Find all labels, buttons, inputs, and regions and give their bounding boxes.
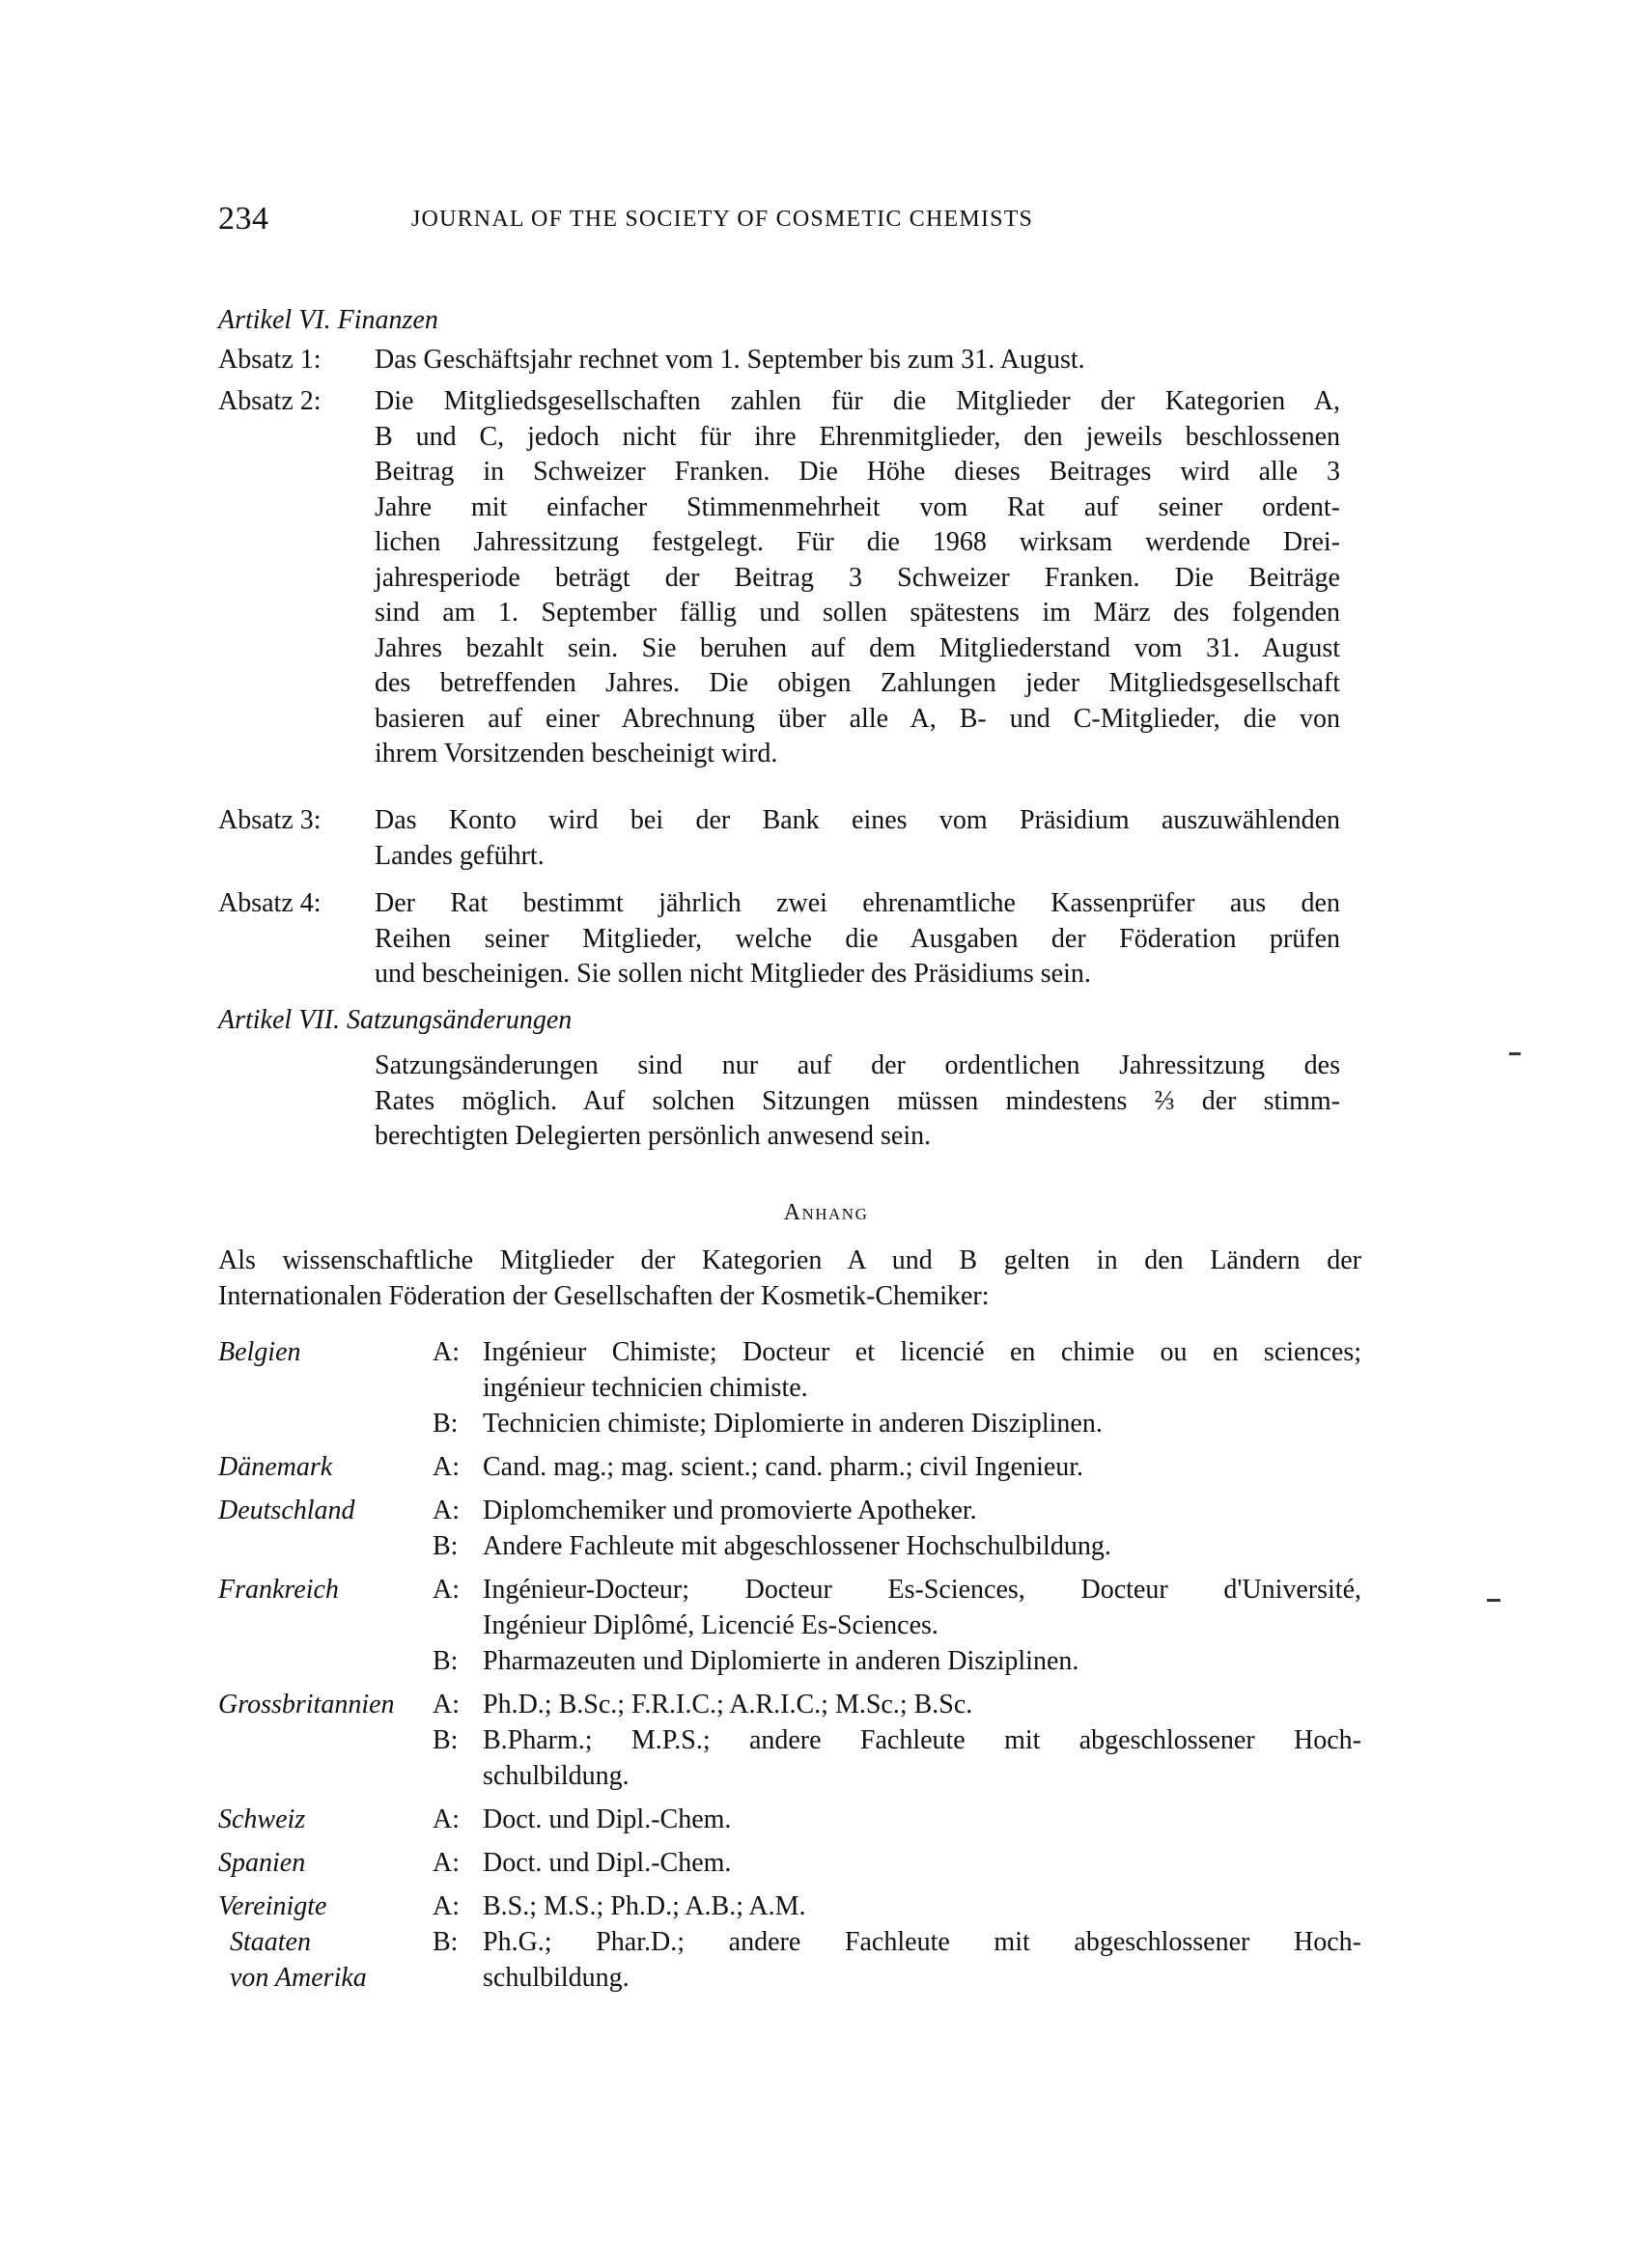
anhang-title: Anhang — [783, 1200, 869, 1225]
text-line: B.Pharm.; M.P.S.; andere Fachleute mit abgeschlossener Hoch- — [483, 1725, 1361, 1755]
margin-mark — [1509, 1052, 1521, 1055]
country-row — [218, 1572, 1377, 1679]
absatz-label: Absatz 2: — [218, 386, 322, 416]
row-gap — [218, 1794, 1377, 1802]
qualification-text — [483, 1924, 1361, 1996]
qualification-entry — [433, 1802, 1377, 1837]
qualification-text — [483, 1528, 1361, 1564]
qualification-text — [483, 1643, 1361, 1679]
qualification-entry — [433, 1334, 1377, 1406]
row-gap — [218, 1679, 1377, 1687]
category-label: A: — [433, 1452, 460, 1482]
country-row — [218, 1888, 1377, 1996]
text-line: B und C, jedoch nicht für ihre Ehrenmitglieder, den jeweils beschlossenen — [375, 421, 1340, 452]
row-gap — [218, 1881, 1377, 1888]
country-name-line: Dänemark — [218, 1452, 333, 1482]
category-label: A: — [433, 1496, 460, 1525]
absatz-label: Absatz 1: — [218, 345, 322, 375]
text-line: Ingénieur Chimiste; Docteur et licencié en chimie ou en sciences; — [483, 1337, 1361, 1367]
absatz-body — [375, 343, 1340, 378]
text-line: B.S.; M.S.; Ph.D.; A.B.; A.M. — [483, 1891, 806, 1921]
qualification-entries — [433, 1888, 1377, 1996]
qualification-entry — [433, 1406, 1377, 1441]
text-line: ingénieur technicien chimiste. — [483, 1373, 808, 1403]
qualification-entry — [433, 1493, 1377, 1528]
country-name — [218, 1845, 431, 1881]
text-line: Das Konto wird bei der Bank eines vom Präsidium auszuwählenden — [375, 805, 1340, 835]
country-name — [218, 1334, 431, 1370]
text-line: Ph.D.; B.Sc.; F.R.I.C.; A.R.I.C.; M.Sc.; B.Sc. — [483, 1690, 973, 1720]
qualification-entries — [433, 1802, 1377, 1837]
country-row — [218, 1687, 1377, 1794]
category-label: B: — [433, 1531, 459, 1561]
country-name — [218, 1572, 431, 1608]
qualification-text — [483, 1406, 1361, 1441]
text-line: Doct. und Dipl.-Chem. — [483, 1804, 732, 1834]
running-head: JOURNAL OF THE SOCIETY OF COSMETIC CHEMISTS — [411, 207, 1034, 232]
qualification-entry — [433, 1924, 1377, 1996]
category-label: B: — [433, 1927, 459, 1957]
absatz-body — [375, 803, 1340, 874]
category-label: A: — [433, 1690, 460, 1720]
country-list — [218, 1334, 1377, 2003]
category-label: B: — [433, 1725, 459, 1755]
text-line: Ph.G.; Phar.D.; andere Fachleute mit abgeschlossener Hoch- — [483, 1927, 1361, 1957]
text-line: Der Rat bestimmt jährlich zwei ehrenamtliche Kassenprüfer aus den — [375, 888, 1340, 918]
country-name — [218, 1888, 431, 1996]
qualification-text — [483, 1493, 1361, 1528]
country-row — [218, 1449, 1377, 1485]
country-name-line: Schweiz — [218, 1804, 306, 1834]
text-line: Diplomchemiker und promovierte Apotheker. — [483, 1496, 977, 1525]
text-line: Reihen seiner Mitglieder, welche die Ausgaben der Föderation prüfen — [375, 923, 1340, 954]
text-line: Als wissenschaftliche Mitglieder der Kategorien A und B gelten in den Ländern der — [218, 1245, 1361, 1275]
qualification-text — [483, 1687, 1361, 1722]
text-line: Das Geschäftsjahr rechnet vom 1. September bis zum 31. August. — [375, 345, 1085, 375]
text-line: und bescheinigen. Sie sollen nicht Mitglieder des Präsidiums sein. — [375, 959, 1091, 989]
qualification-entry — [433, 1643, 1377, 1679]
category-label: A: — [433, 1575, 460, 1605]
country-name — [218, 1802, 431, 1837]
country-name — [218, 1493, 431, 1528]
qualification-entry — [433, 1449, 1377, 1485]
article-6-title: Artikel VI. Finanzen — [218, 305, 438, 335]
text-line: Ingénieur Diplômé, Licencié Es-Sciences. — [483, 1610, 938, 1640]
row-gap — [218, 1441, 1377, 1449]
qualification-entry — [433, 1845, 1377, 1881]
text-line: Ingénieur-Docteur; Docteur Es-Sciences, Docteur d'Université, — [483, 1575, 1361, 1605]
qualification-entry — [433, 1687, 1377, 1722]
country-name — [218, 1687, 431, 1722]
qualification-text — [483, 1572, 1361, 1643]
article-7-body — [375, 1049, 1340, 1155]
row-gap — [218, 1996, 1377, 2003]
text-line: Jahres bezahlt sein. Sie beruhen auf dem Mitgliederstand vom 31. August — [375, 632, 1340, 663]
category-label: A: — [433, 1804, 460, 1834]
margin-mark — [1487, 1599, 1500, 1602]
article-7-title: Artikel VII. Satzungsänderungen — [218, 1005, 573, 1035]
text-line: Doct. und Dipl.-Chem. — [483, 1848, 732, 1878]
category-label: A: — [433, 1337, 460, 1367]
text-line: Satzungsänderungen sind nur auf der ordentlichen Jahressitzung des — [375, 1050, 1340, 1080]
country-name-line: Vereinigte — [218, 1891, 327, 1921]
text-line: Cand. mag.; mag. scient.; cand. pharm.; civil Ingenieur. — [483, 1452, 1084, 1482]
row-gap — [218, 1837, 1377, 1845]
qualification-text — [483, 1722, 1361, 1794]
country-row — [218, 1802, 1377, 1837]
country-name-line: Deutschland — [218, 1496, 355, 1525]
qualification-entry — [433, 1722, 1377, 1794]
qualification-entries — [433, 1845, 1377, 1881]
category-label: B: — [433, 1646, 459, 1676]
country-name-line: Spanien — [218, 1848, 306, 1878]
text-line: basieren auf einer Abrechnung über alle A, B- und C-Mitglieder, die von — [375, 703, 1340, 734]
country-name-line: Frankreich — [218, 1575, 339, 1605]
absatz-label: Absatz 3: — [218, 805, 322, 835]
qualification-entries — [433, 1687, 1377, 1794]
absatz-label: Absatz 4: — [218, 888, 322, 918]
country-row — [218, 1334, 1377, 1441]
anhang-intro — [218, 1243, 1361, 1314]
text-line: Pharmazeuten und Diplomierte in anderen Disziplinen. — [483, 1646, 1079, 1676]
text-line: jahresperiode beträgt der Beitrag 3 Schweizer Franken. Die Beiträge — [375, 562, 1340, 593]
qualification-text — [483, 1334, 1361, 1406]
qualification-text — [483, 1845, 1361, 1881]
country-name-line: Belgien — [218, 1337, 301, 1367]
text-line: Die Mitgliedsgesellschaften zahlen für die Mitglieder der Kategorien A, — [375, 386, 1340, 416]
country-row — [218, 1493, 1377, 1564]
qualification-entries — [433, 1334, 1377, 1441]
text-line: Beitrag in Schweizer Franken. Die Höhe dieses Beitrages wird alle 3 — [375, 457, 1340, 487]
country-name-line: Grossbritannien — [218, 1690, 395, 1720]
qualification-text — [483, 1888, 1361, 1924]
country-name-line: Staaten — [230, 1927, 311, 1957]
text-line: Rates möglich. Auf solchen Sitzungen müssen mindestens ⅔ der stimm- — [375, 1085, 1340, 1116]
qualification-entries — [433, 1449, 1377, 1485]
row-gap — [218, 1485, 1377, 1493]
category-label: B: — [433, 1409, 459, 1439]
qualification-entry — [433, 1528, 1377, 1564]
text-line: des betreffenden Jahres. Die obigen Zahlungen jeder Mitgliedsgesellschaft — [375, 668, 1340, 698]
country-name — [218, 1449, 431, 1485]
text-line: Jahre mit einfacher Stimmenmehrheit vom Rat auf seiner ordent- — [375, 491, 1340, 522]
country-name-line: von Amerika — [230, 1963, 367, 1993]
text-line: sind am 1. September fällig und sollen spätestens im März des folgenden — [375, 598, 1340, 628]
text-line: Technicien chimiste; Diplomierte in anderen Disziplinen. — [483, 1409, 1103, 1439]
country-row — [218, 1845, 1377, 1881]
category-label: A: — [433, 1891, 460, 1921]
page-header — [218, 201, 1242, 239]
text-line: schulbildung. — [483, 1761, 630, 1791]
row-gap — [218, 1564, 1377, 1572]
text-line: ihrem Vorsitzenden bescheinigt wird. — [375, 739, 778, 769]
qualification-text — [483, 1802, 1361, 1837]
text-line: lichen Jahressitzung festgelegt. Für die 1968 wirksam werdende Drei- — [375, 527, 1340, 557]
qualification-entries — [433, 1493, 1377, 1564]
page-number: 234 — [218, 201, 269, 237]
category-label: A: — [433, 1848, 460, 1878]
qualification-entry — [433, 1888, 1377, 1924]
qualification-entries — [433, 1572, 1377, 1679]
text-line: Andere Fachleute mit abgeschlossener Hochschulbildung. — [483, 1531, 1111, 1561]
absatz-body — [375, 886, 1340, 993]
absatz-body — [375, 384, 1340, 772]
text-line: Landes geführt. — [375, 840, 545, 871]
text-line: Internationalen Föderation der Gesellschaften der Kosmetik-Chemiker: — [218, 1281, 990, 1311]
qualification-text — [483, 1449, 1361, 1485]
text-line: berechtigten Delegierten persönlich anwesend sein. — [375, 1121, 932, 1151]
text-line: schulbildung. — [483, 1963, 630, 1993]
qualification-entry — [433, 1572, 1377, 1643]
